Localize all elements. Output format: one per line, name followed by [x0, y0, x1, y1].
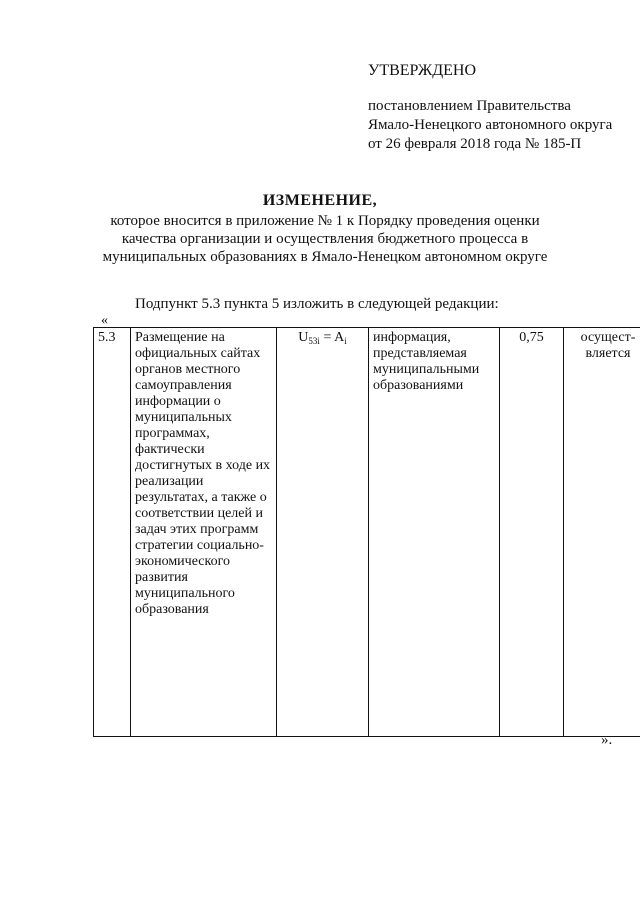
formula-rhs-subscript: i — [344, 336, 347, 346]
weight-cell: 0,75 — [500, 328, 564, 737]
status-cell: осущест-вляется — [564, 328, 640, 737]
table-row — [94, 328, 640, 737]
closing-quote: ». — [601, 732, 613, 748]
indicator-name-cell: Размещение на официальных сайтах органов местного самоуправления информации о муниципальных программах, фактически достигнутых в ходе их реализации результатах, а также о соответствии целей и задач этих программ стратегии социально-экономического развития муниципального образования — [131, 328, 277, 737]
formula-lhs: U — [298, 330, 309, 345]
approval-line-2: Ямало-Ненецкого автономного округа — [368, 117, 613, 133]
formula-equals: = — [319, 330, 335, 345]
document-heading: ИЗМЕНЕНИЕ, — [262, 192, 378, 209]
formula-rhs: A — [334, 330, 345, 345]
intro-text: Подпункт 5.3 пункта 5 изложить в следующей редакции: — [135, 296, 499, 312]
formula-cell — [277, 328, 369, 737]
approval-title: УТВЕРЖДЕНО — [368, 62, 477, 79]
approval-line-3: от 26 февраля 2018 года № 185-П — [368, 136, 582, 152]
opening-quote: « — [101, 313, 108, 328]
approval-line-1: постановлением Правительства — [368, 98, 571, 114]
formula-lhs-subscript: 53i — [308, 336, 320, 346]
amendment-table — [93, 327, 640, 737]
data-source-cell: информация, представляемая муниципальными образованиями — [369, 328, 500, 737]
document-subheading: которое вносится в приложение № 1 к Порядку проведения оценки качества организации и осуществления бюджетного процесса в муниципальных образованиях в Ямало-Ненецком автономном округе — [102, 213, 548, 265]
item-number-cell: 5.3 — [94, 328, 131, 737]
